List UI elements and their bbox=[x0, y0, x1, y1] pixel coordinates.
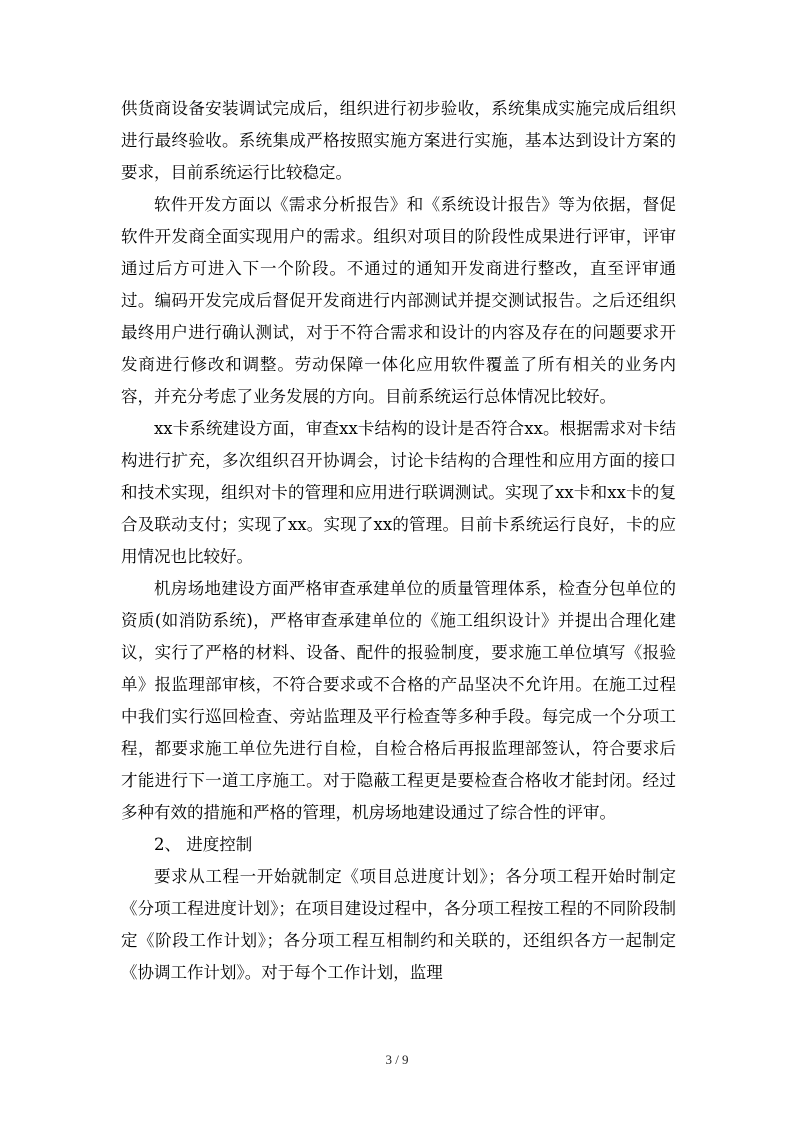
paragraph-machine-room: 机房场地建设方面严格审查承建单位的质量管理体系，检查分包单位的资质(如消防系统)，严格审查承建单位的《施工组织设计》并提出合理化建议，实行了严格的材料、设备、配件的报验制度，要求施工单位填写《报验单》报监理部审核，不符合要求或不合格的产品坚决不允许用。在施工过程中我们实行巡回检查、旁站监理及平行检查等多种手段。每完成一个分项工程，都要求施工单位先进行自检，自检合格后再报监理部签认，符合要求后才能进行下一道工序施工。对于隐蔽工程更是要检查合格收才能封闭。经过多种有效的措施和严格的管理，机房场地建设通过了综合性的评审。 bbox=[121, 579, 676, 822]
section-heading-schedule-control: 2、 进度控制 bbox=[154, 835, 253, 854]
paragraph-system-integration: 供货商设备安装调试完成后，组织进行初步验收，系统集成实施完成后组织进行最终验收。系统集成严格按照实施方案进行实施，基本达到设计方案的要求，目前系统运行比较稳定。 bbox=[121, 99, 676, 182]
document-body bbox=[121, 93, 676, 989]
paragraph-card-system: xx卡系统建设方面，审查xx卡结构的设计是否符合xx。根据需求对卡结构进行扩充，多次组织召开协调会，讨论卡结构的合理性和应用方面的接口和技术实现，组织对卡的管理和应用进行联调测试。实现了xx卡和xx卡的复合及联动支付；实现了xx。实现了xx的管理。目前卡系统运行良好，卡的应用情况也比较好。 bbox=[121, 419, 676, 566]
paragraph-schedule-plans: 要求从工程一开始就制定《项目总进度计划》；各分项工程开始时制定《分项工程进度计划》；在项目建设过程中，各分项工程按工程的不同阶段制定《阶段工作计划》；各分项工程互相制约和关联的，还组织各方一起制定《协调工作计划》。对于每个工作计划，监理 bbox=[121, 867, 676, 982]
page-number: 3 / 9 bbox=[385, 1052, 409, 1067]
paragraph-software-development: 软件开发方面以《需求分析报告》和《系统设计报告》等为依据，督促软件开发商全面实现用户的需求。组织对项目的阶段性成果进行评审，评审通过后方可进入下一个阶段。不通过的通知开发商进行整改，直至评审通过。编码开发完成后督促开发商进行内部测试并提交测试报告。之后还组织最终用户进行确认测试，对于不符合需求和设计的内容及存在的问题要求开发商进行修改和调整。劳动保障一体化应用软件覆盖了所有相关的业务内容，并充分考虑了业务发展的方向。目前系统运行总体情况比较好。 bbox=[121, 195, 676, 406]
